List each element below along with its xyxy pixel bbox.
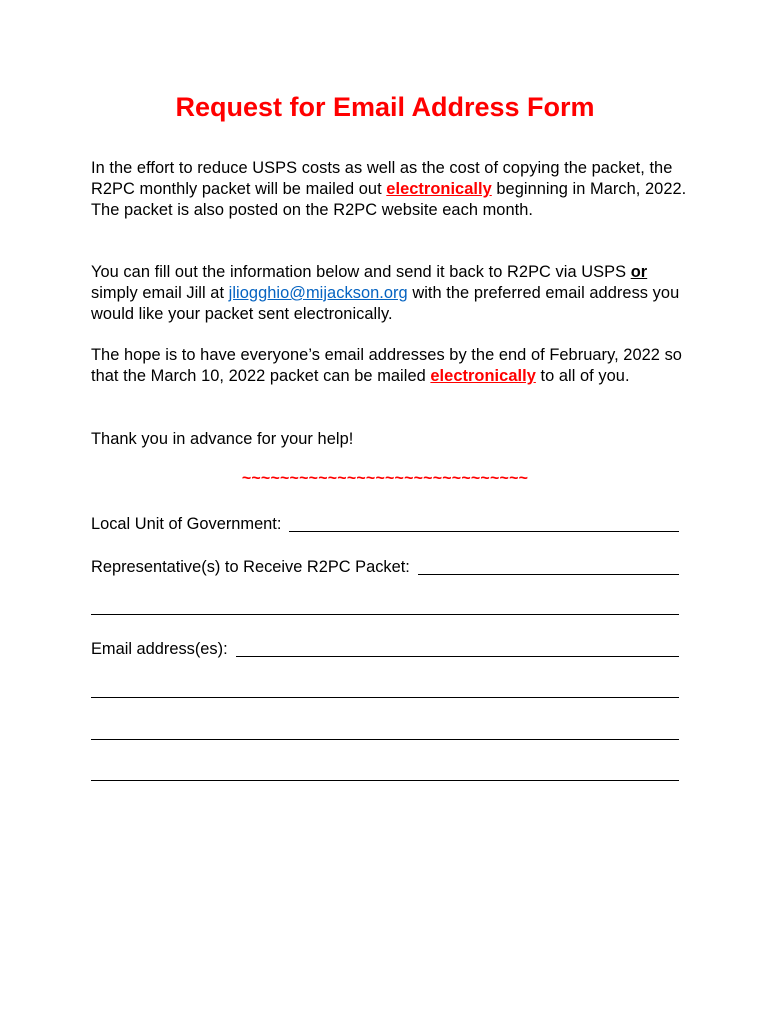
representative-extra-line[interactable] [91, 614, 679, 615]
email-extra-line-3[interactable] [91, 780, 679, 781]
page-title: Request for Email Address Form [175, 92, 595, 122]
electronically-emphasis-2: electronically [430, 366, 536, 385]
instructions-text-end: with the preferred email address you would like your packet sent electronically. [91, 283, 680, 323]
email-link[interactable]: jliogghio@mijackson.org [228, 283, 408, 302]
email-label: Email address(es): [91, 640, 228, 658]
intro-text-start: In the effort to reduce USPS costs as well as the cost of copying the packet, the R2PC monthly packet will be mailed out [91, 159, 673, 198]
intro-paragraph [91, 158, 691, 220]
local-unit-label: Local Unit of Government: [91, 515, 282, 533]
intro-text-end: beginning in March, 2022. The packet is also posted on the R2PC website each month. [91, 179, 687, 219]
instructions-text-start: You can fill out the information below and send it back to R2PC via USPS [91, 263, 631, 281]
thank-you-text: Thank you in advance for your help! [91, 430, 354, 448]
deadline-text-end: to all of you. [535, 366, 630, 385]
representative-input-line[interactable] [418, 556, 679, 575]
tilde-separator: ~~~~~~~~~~~~~~~~~~~~~~~~~~~~~~ [241, 470, 529, 487]
email-input-line[interactable] [236, 638, 679, 657]
representative-field [91, 553, 679, 577]
local-unit-input-line[interactable] [289, 513, 679, 532]
deadline-text-start: The hope is to have everyone’s email addresses by the end of February, 2022 so that the March 10, 2022 packet can be mailed [91, 346, 682, 385]
instructions-text-middle: simply email Jill at [91, 283, 229, 302]
electronically-emphasis: electronically [386, 179, 492, 198]
local-unit-field [91, 510, 679, 534]
deadline-paragraph [91, 345, 691, 387]
instructions-paragraph [91, 262, 691, 324]
email-extra-line-2[interactable] [91, 739, 679, 740]
email-extra-line-1[interactable] [91, 697, 679, 698]
or-emphasis: or [630, 263, 648, 281]
representative-label: Representative(s) to Receive R2PC Packet: [91, 558, 410, 576]
email-field [91, 635, 679, 659]
